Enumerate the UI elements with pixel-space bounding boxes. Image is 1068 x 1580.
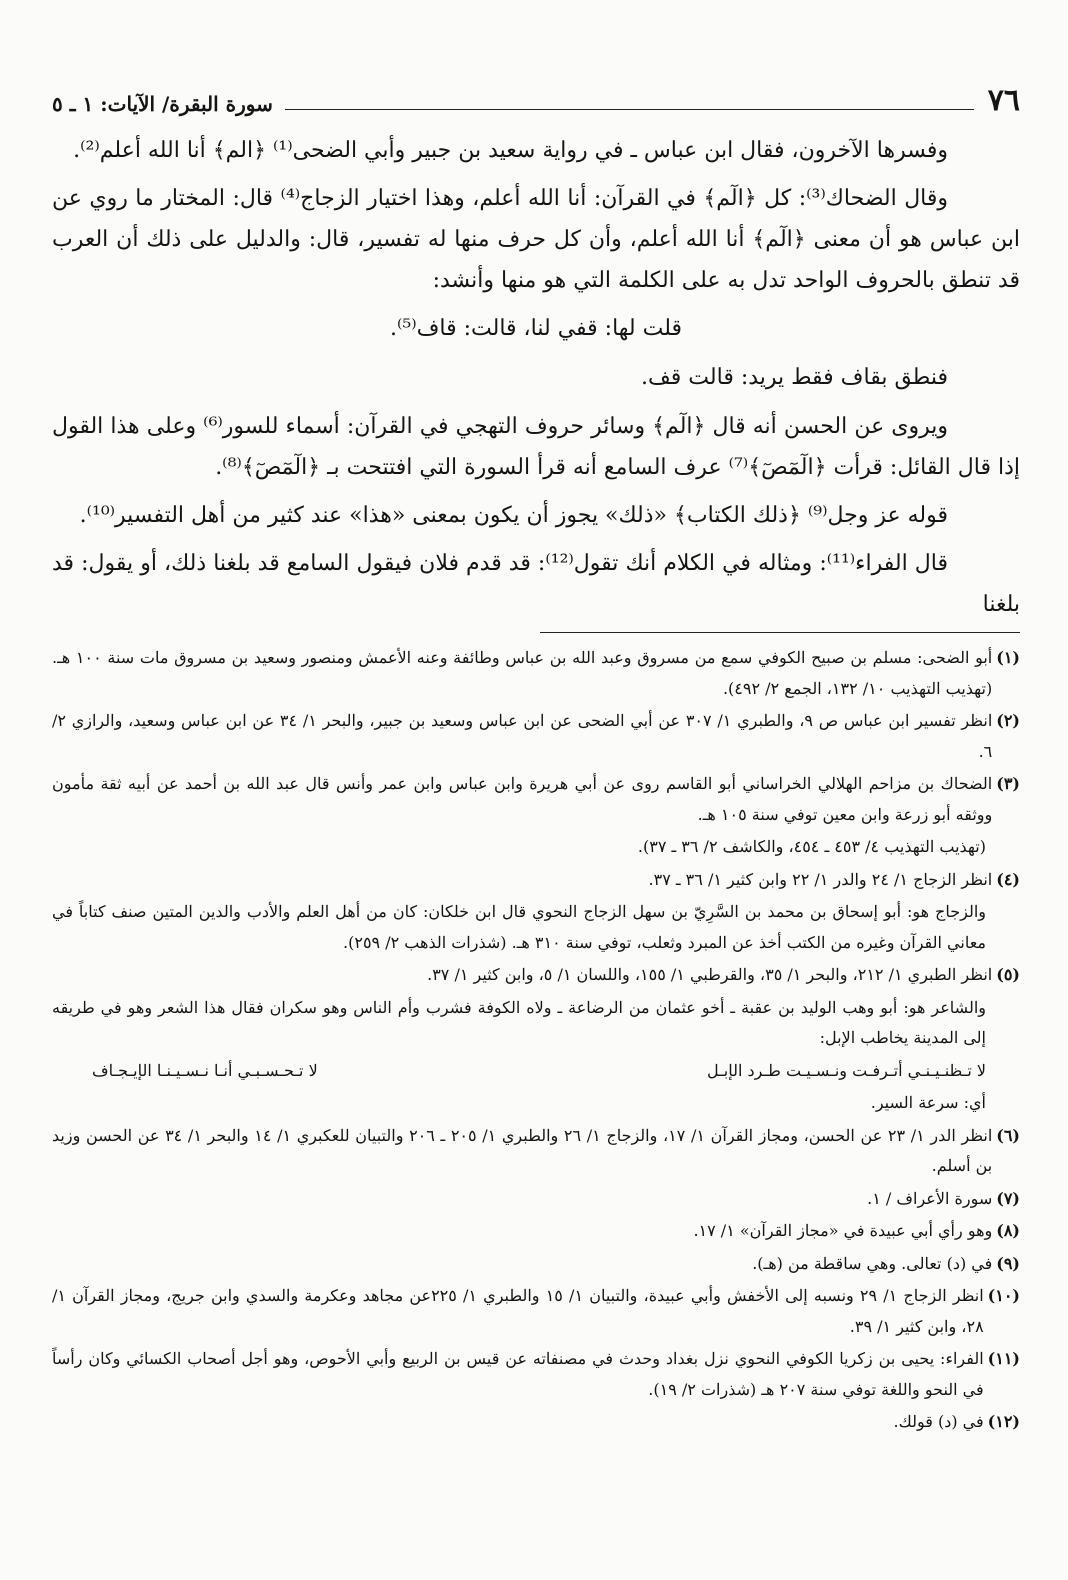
footnote-number: (٧) [996, 1188, 1020, 1208]
footnote [52, 1407, 1020, 1438]
footnote-text: انظر الزجاج ١/ ٢٤ والدر ١/ ٢٢ وابن كثير ١/ ٣٦ ـ ٣٧. [648, 869, 993, 889]
footnote-number: (٨) [996, 1221, 1020, 1240]
footnote-number: (٩) [996, 1253, 1020, 1273]
footnote [52, 769, 1020, 830]
footnote-continuation: والزجاج هو: أبو إسحاق بن محمد بن السَّرِيّ بن سهل الزجاج النحوي قال ابن خلكان: كان من أهل العلم والأدب والدين المتين صنف كتاباً في معاني القرآن وغيره من الكتب أخذ عن المبرد وثعلب، توفي سنة ٣١٠ هـ. (شذرات الذهب ٢/ ٢٥٩). [52, 902, 986, 952]
footnote [52, 1121, 1020, 1182]
footnote [52, 960, 1020, 991]
footnote-number: (٤) [996, 869, 1020, 889]
footnote-number: (٦) [996, 1125, 1020, 1145]
footnote-continuation: (تهذيب التهذيب ٤/ ٤٥٣ ـ ٤٥٤، والكاشف ٢/ ٣٦ ـ ٣٧). [637, 837, 986, 856]
verse-explanation: فنطق بقاف فقط يريد: قالت قف. [641, 365, 948, 390]
footnote-number: (١٠) [987, 1286, 1020, 1305]
footnote [52, 1344, 1020, 1405]
footnote-number: (٣) [996, 774, 1020, 793]
footnote [52, 643, 1020, 704]
verse-line: قلت لها: قفي لنا، قالت: قاف⁽⁵⁾. [389, 316, 683, 341]
footnote-text: في (د) قولك. [893, 1412, 984, 1431]
footnote [52, 1281, 1020, 1342]
footnote-text: انظر الزجاج ١/ ٢٩ ونسبه إلى الأخفش وأبي عبيدة، والتبيان ١/ ١٥ والطبري ١/ ٢٢٥عن مجاهد وعكرمة والسدي وابن جريج، ومجاز القرآن ١/ ٢٨، وابن كثير ١/ ٣٩. [52, 1286, 984, 1336]
footnote [52, 1184, 1020, 1215]
footnote-text: الفراء: يحيى بن زكريا الكوفي النحوي نزل بغداد وحدث في مصنفاته عن قيس بن الربيع وأبي الأحوص، وهو أجل أصحاب الكسائي وكان رأساً في النحو واللغة توفي سنة ٢٠٧ هـ (شذرات ٢/ ١٩). [52, 1349, 984, 1399]
footnote-poem [52, 1056, 1020, 1087]
page-number: ٧٦ [987, 83, 1020, 118]
footnote-text: انظر الطبري ١/ ٢١٢، والبحر ١/ ٣٥، والقرطبي ١/ ١٥٥، واللسان ١/ ٥، وابن كثير ١/ ٣٧. [427, 965, 993, 984]
footnote-number: (١٢) [987, 1412, 1020, 1431]
paragraph: وقال الضحاك⁽³⁾: كل ﴿الٓم﴾ في القرآن: أنا الله أعلم، وهذا اختيار الزجاج⁽⁴⁾ قال: المختار ما روي عن ابن عباس هو أن معنى ﴿الٓم﴾ أنا الله أعلم، وأن كل حرف منها له تفسير، قال: والدليل على ذلك أن العرب قد تنطق بالحروف الواحد تدل به على الكلمة التي هو منها وأنشد: [52, 186, 1020, 293]
footnotes [52, 643, 1020, 1438]
footnote [52, 706, 1020, 767]
header-rule [285, 109, 974, 110]
footnote-separator [540, 632, 1020, 633]
footnote [52, 1249, 1020, 1280]
footnote-text: أبو الضحى: مسلم بن صبيح الكوفي سمع من مسروق وعبد الله بن عباس وطائفة وعنه الأعمش ومنصور وسعيد بن مسروق مات سنة ١٠٠ هـ. (تهذيب التهذيب ١٠/ ١٣٢، الجمع ٢/ ٤٩٢). [52, 648, 993, 698]
running-title: سورة البقرة/ الآيات: ١ ـ ٥ [52, 92, 273, 116]
footnote-continuation: والشاعر هو: أبو وهب الوليد بن عقبة ـ أخو عثمان من الرضاعة ـ ولاه الكوفة فشرب وأم الناس وهو سكران فقال هذا الشعر وهو في طريقه إلى المدينة يخاطب الإبل: [52, 997, 986, 1047]
paragraph: قال الفراء⁽¹¹⁾: ومثاله في الكلام أنك تقول⁽¹²⁾: قد قدم فلان فيقول السامع قد بلغنا ذلك، أو يقول: قد بلغنا [52, 551, 1020, 617]
paragraph: وفسرها الآخرون، فقال ابن عباس ـ في رواية سعيد بن جبير وأبي الضحى⁽¹⁾ ﴿الم﴾ أنا الله أعلم⁽²⁾. [73, 138, 948, 163]
footnote-continuation: أي: سرعة السير. [870, 1093, 986, 1112]
poem-hemistich-first: لا تـظنـيـنـي أتـرفـت ونـسـيـت طـرد الإبـل [706, 1060, 986, 1080]
footnote-number: (٥) [996, 965, 1020, 984]
footnote-text: سورة الأعراف / ١. [867, 1188, 993, 1208]
footnote-number: (٢) [996, 711, 1020, 730]
poem-hemistich-second: لا تـحـسـبـي أنـا نـسـيـنـا الإيـجـاف [92, 1060, 318, 1080]
footnote [52, 1216, 1020, 1247]
footnote-text: وهو رأي أبي عبيدة في «مجاز القرآن» ١/ ١٧. [693, 1221, 993, 1240]
main-text [52, 130, 1020, 625]
footnote-text: انظر تفسير ابن عباس ص ٩، والطبري ١/ ٣٠٧ عن أبي الضحى عن ابن عباس وسعيد بن جبير، والبحر ١/ ٣٤ عن ابن عباس وسعيد، والرازي ٢/ ٦. [52, 711, 993, 761]
footnote-text: انظر الدر ١/ ٢٣ عن الحسن، ومجاز القرآن ١/ ١٧، والزجاج ١/ ٢٦ والطبري ١/ ٢٠٥ ـ ٢٠٦ والتبيان للعكبري ١/ ١٤ والبحر ١/ ٣٤ عن الحسن وزيد بن أسلم. [52, 1125, 993, 1175]
running-header [52, 80, 1020, 116]
paragraph: ويروى عن الحسن أنه قال ﴿الٓم﴾ وسائر حروف التهجي في القرآن: أسماء للسور⁽⁶⁾ وعلى هذا القول إذا قال القائل: قرأت ﴿الٓمٓصٓ﴾⁽⁷⁾ عرف السامع أنه قرأ السورة التي افتتحت بـ ﴿الٓمٓصٓ﴾⁽⁸⁾. [52, 414, 1020, 480]
footnote-text: في (د) تعالى. وهي ساقطة من (هـ). [752, 1253, 993, 1273]
footnote-number: (١) [996, 648, 1020, 667]
footnote-number: (١١) [987, 1349, 1020, 1368]
footnote [52, 865, 1020, 896]
paragraph: قوله عز وجل⁽⁹⁾ ﴿ذلك الكتاب﴾ «ذلك» يجوز أن يكون بمعنى «هذا» عند كثير من أهل التفسير⁽¹⁰⁾. [79, 503, 948, 528]
footnote-text: الضحاك بن مزاحم الهلالي الخراساني أبو القاسم روى عن أبي هريرة وابن عباس وابن عمر وأنس قال عبد الله بن أحمد عن أبيه ثقة مأمون ووثقه أبو زرعة وابن معين توفي سنة ١٠٥ هـ. [52, 774, 993, 824]
